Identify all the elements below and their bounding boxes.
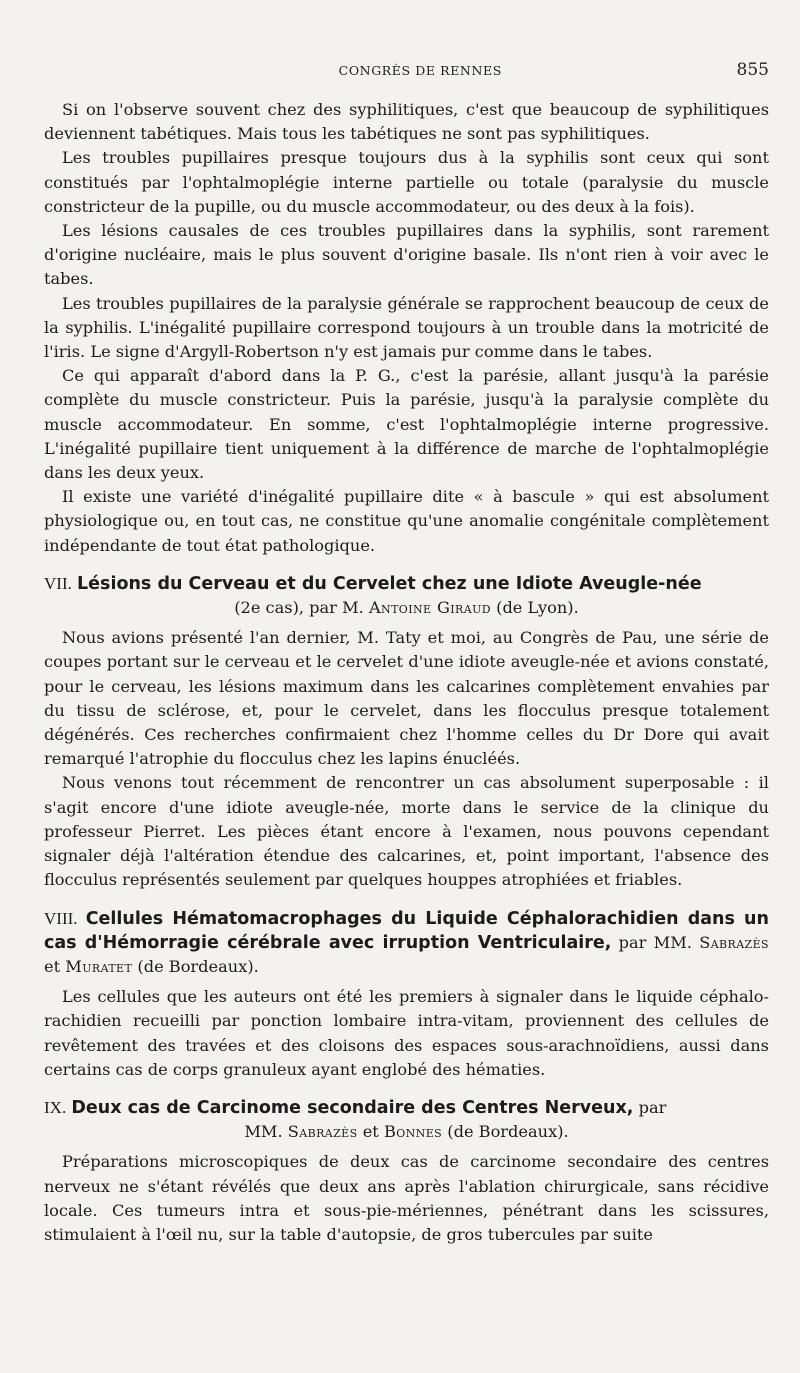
author-name: Muratet bbox=[65, 956, 133, 976]
paragraph: Ce qui apparaît d'abord dans la P. G., c'est la parésie, allant jusqu'à la parésie complète du muscle constricteur. Puis la parésie, jusqu'à la paralysie complète du muscle accommodateur. En somme, c'est l'ophtalmoplégie interne progressive. L'inégalité pupillaire tient uniquement à la différence de marche de l'ophtalmoplégie dans les deux yeux. bbox=[44, 366, 769, 483]
section-body bbox=[44, 985, 769, 1082]
paragraph: Les cellules que les auteurs ont été les premiers à signaler dans le liquide céphalo-rachidien recueilli par ponction lombaire intra-vitam, proviennent des cellules de revêtement des travées et des cloisons des espaces sous-arachnoïdiens, aussi dans certains cas de corps granuleux ayant englobé des hématies. bbox=[44, 987, 769, 1079]
paragraph: Nous avions présenté l'an dernier, M. Taty et moi, au Congrès de Pau, une série de coupes portant sur le cerveau et le cervelet d'une idiote aveugle-née et avions constaté, pour le cerveau, les lésions maximum dans les calcarines complètement envahies par du tissu de sclérose, et, pour le cervelet, dans les flocculus presque totalement dégénérés. Ces recherches confirmaient chez l'homme celles du Dr Dore qui avait remarqué l'atrophie du flocculus chez les lapins énucléés. bbox=[44, 628, 769, 769]
section-heading bbox=[44, 572, 769, 596]
paragraph: Il existe une variété d'inégalité pupillaire dite « à bascule » qui est absolument physiologique ou, en tout cas, ne constitue qu'une anomalie congénitale complètement indépendante de tout état pathologique. bbox=[44, 487, 769, 555]
running-title: CONGRÈS DE RENNES bbox=[338, 63, 502, 78]
authors-line bbox=[44, 596, 769, 620]
author-affiliation: (de Bordeaux). bbox=[137, 956, 259, 976]
section-numeral: VII. bbox=[44, 573, 72, 593]
author-name: Antoine Giraud bbox=[368, 598, 491, 618]
authors-prefix: MM. bbox=[244, 1122, 283, 1142]
author-name: Sabrazès bbox=[287, 1122, 358, 1142]
section-body bbox=[44, 1150, 769, 1247]
intro-section bbox=[44, 98, 769, 558]
paragraph: Les lésions causales de ces troubles pupillaires dans la syphilis, sont rarement d'origine nucléaire, mais le plus souvent d'origine basale. Ils n'ont rien à voir avec le tabes. bbox=[44, 221, 769, 289]
section-title: Deux cas de Carcinome secondaire des Centres Nerveux, bbox=[71, 1097, 634, 1118]
section-viii bbox=[44, 907, 769, 1082]
section-body bbox=[44, 626, 769, 892]
author-affiliation: (de Lyon). bbox=[496, 598, 579, 618]
section-title: Lésions du Cerveau et du Cervelet chez une Idiote Aveugle-née bbox=[77, 573, 702, 594]
section-title: Cellules Hématomacrophages du Liquide Céphalorachidien dans un cas d'Hémorragie cérébrale avec irruption Ventriculaire, bbox=[44, 908, 769, 953]
author-connector: et bbox=[44, 956, 61, 976]
page-number: 855 bbox=[736, 60, 769, 80]
running-head bbox=[44, 58, 769, 84]
section-vii bbox=[44, 572, 769, 893]
paragraph: Si on l'observe souvent chez des syphilitiques, c'est que beaucoup de syphilitiques deviennent tabétiques. Mais tous les tabétiques ne sont pas syphilitiques. bbox=[44, 100, 769, 144]
section-heading bbox=[44, 907, 769, 980]
paragraph: Les troubles pupillaires de la paralysie générale se rapprochent beaucoup de ceux de la syphilis. L'inégalité pupillaire correspond toujours à un trouble dans la motricité de l'iris. Le signe d'Argyll-Robertson n'y est jamais pur comme dans le tabes. bbox=[44, 293, 769, 362]
section-ix bbox=[44, 1096, 769, 1247]
section-numeral: VIII. bbox=[44, 908, 78, 928]
par-word: par bbox=[638, 1097, 667, 1117]
authors-prefix: MM. bbox=[653, 932, 692, 952]
author-affiliation: (de Bordeaux). bbox=[447, 1122, 569, 1142]
author-name: Bonnes bbox=[383, 1122, 443, 1142]
paragraph: Les troubles pupillaires presque toujours dus à la syphilis sont ceux qui sont constitués par l'ophtalmoplégie interne partielle ou totale (paralysie du muscle constricteur de la pupille, ou du muscle accommodateur, ou des deux à la fois). bbox=[44, 148, 769, 216]
paragraph: Préparations microscopiques de deux cas de carcinome secondaire des centres nerveux ne s'étant révélés que deux ans après l'ablation chirurgicale, sans récidive locale. Ces tumeurs intra et sous-pie-mériennes, pénétrant dans les scissures, stimulaient à l'œil nu, sur la table d'autopsie, de gros tubercules par suite bbox=[44, 1152, 769, 1244]
section-numeral: IX. bbox=[44, 1097, 67, 1117]
paragraph: Nous venons tout récemment de rencontrer un cas absolument superposable : il s'agit encore d'une idiote aveugle-née, morte dans le service de la clinique du professeur Pierret. Les pièces étant encore à l'examen, nous pouvons cependant signaler déjà l'altération étendue des calcarines, et, point important, l'absence des flocculus représentés seulement par quelques houppes atrophiées et friables. bbox=[44, 773, 769, 890]
page bbox=[44, 58, 769, 1247]
author-name: Sabrazès bbox=[699, 932, 769, 952]
authors-line bbox=[44, 1120, 769, 1144]
case-prefix: (2e cas), par M. bbox=[234, 598, 364, 618]
par-word: par bbox=[618, 932, 647, 952]
section-heading bbox=[44, 1096, 769, 1120]
author-connector: et bbox=[362, 1122, 379, 1142]
